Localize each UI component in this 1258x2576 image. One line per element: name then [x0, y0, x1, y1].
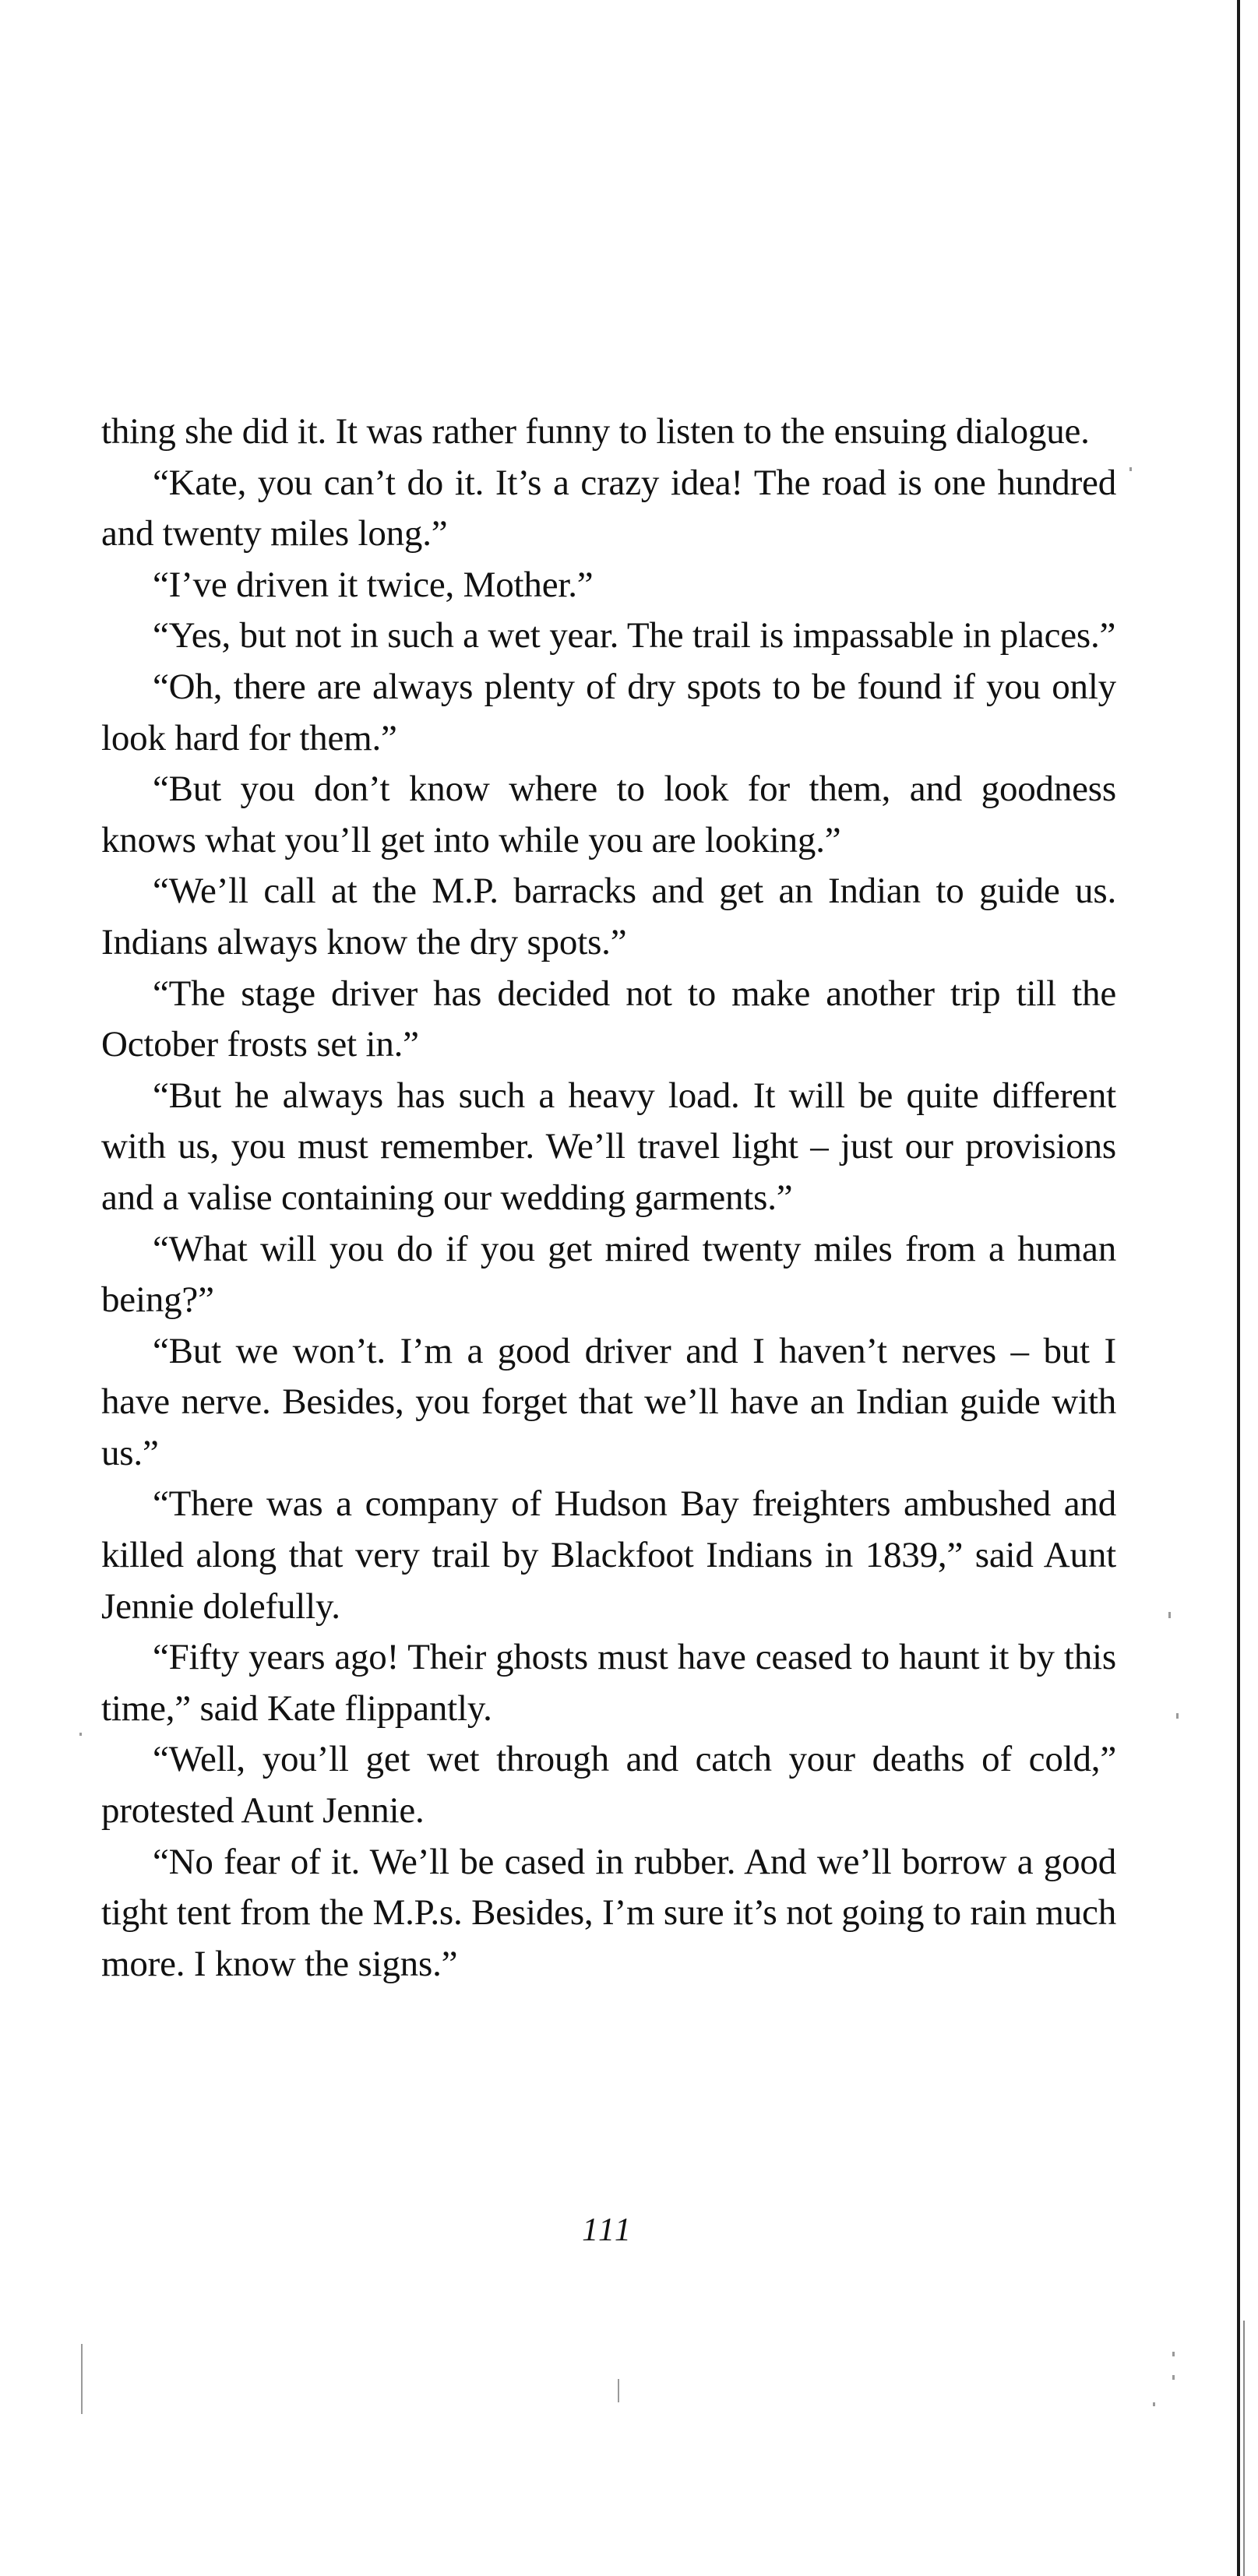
page-number: 111 [582, 2212, 633, 2248]
scan-speck [79, 1733, 82, 1736]
paragraph: “I’ve driven it twice, Mother.” [153, 564, 594, 605]
scan-speck [1129, 467, 1132, 471]
scan-speck [1172, 2375, 1175, 2380]
paragraph: thing she did it. It was rather funny to listen to the ensuing dialogue. [101, 411, 1090, 452]
paragraph: “But you don’t know where to look for them, and goodness knows what you’ll get into while you are looking.” [101, 769, 1116, 860]
paragraph: “What will you do if you get mired twenty miles from a human being?” [101, 1228, 1116, 1321]
paragraph: “But we won’t. I’m a good driver and I haven’t nerves – but I have nerve. Besides, you forget that we’ll have an Indian guide with us.” [101, 1330, 1116, 1473]
paragraph: “Oh, there are always plenty of dry spots to be found if you only look hard for them.” [101, 666, 1116, 758]
paragraph: “Yes, but not in such a wet year. The trail is impassable in places.” [153, 615, 1116, 656]
body-text [101, 406, 1116, 1990]
page-edge-shadow [1243, 2321, 1245, 2576]
paragraph: “There was a company of Hudson Bay freighters ambushed and killed along that very trail by Blackfoot Indians in 1839,” said Aunt Jennie dolefully. [101, 1483, 1116, 1627]
paragraph: “No fear of it. We’ll be cased in rubber. And we’ll borrow a good tight tent from the M.P.s. Besides, I’m sure it’s not going to rain much more. I know the signs.” [101, 1841, 1116, 1984]
page-edge-line [1237, 0, 1240, 2576]
scan-speck [1168, 1612, 1171, 1618]
paragraph: “Kate, you can’t do it. It’s a crazy idea! The road is one hundred and twenty miles long.” [101, 462, 1116, 554]
scan-speck [1172, 2352, 1175, 2356]
paragraph: “But he always has such a heavy load. It will be quite different with us, you must remember. We’ll travel light – just our provisions and a valise containing our wedding garments.” [101, 1075, 1116, 1218]
scan-speck [1153, 2402, 1155, 2406]
paragraph: “Fifty years ago! Their ghosts must have ceased to haunt it by this time,” said Kate flippantly. [101, 1637, 1116, 1729]
scan-speck [81, 2344, 83, 2414]
paragraph: “We’ll call at the M.P. barracks and get an Indian to guide us. Indians always know the dry spots.” [101, 871, 1116, 962]
scan-speck [1176, 1713, 1179, 1719]
scan-speck [618, 2379, 619, 2402]
paragraph: “Well, you’ll get wet through and catch your deaths of cold,” protested Aunt Jennie. [101, 1739, 1116, 1832]
paragraph: “The stage driver has decided not to make another trip till the October frosts set in.” [101, 973, 1116, 1065]
